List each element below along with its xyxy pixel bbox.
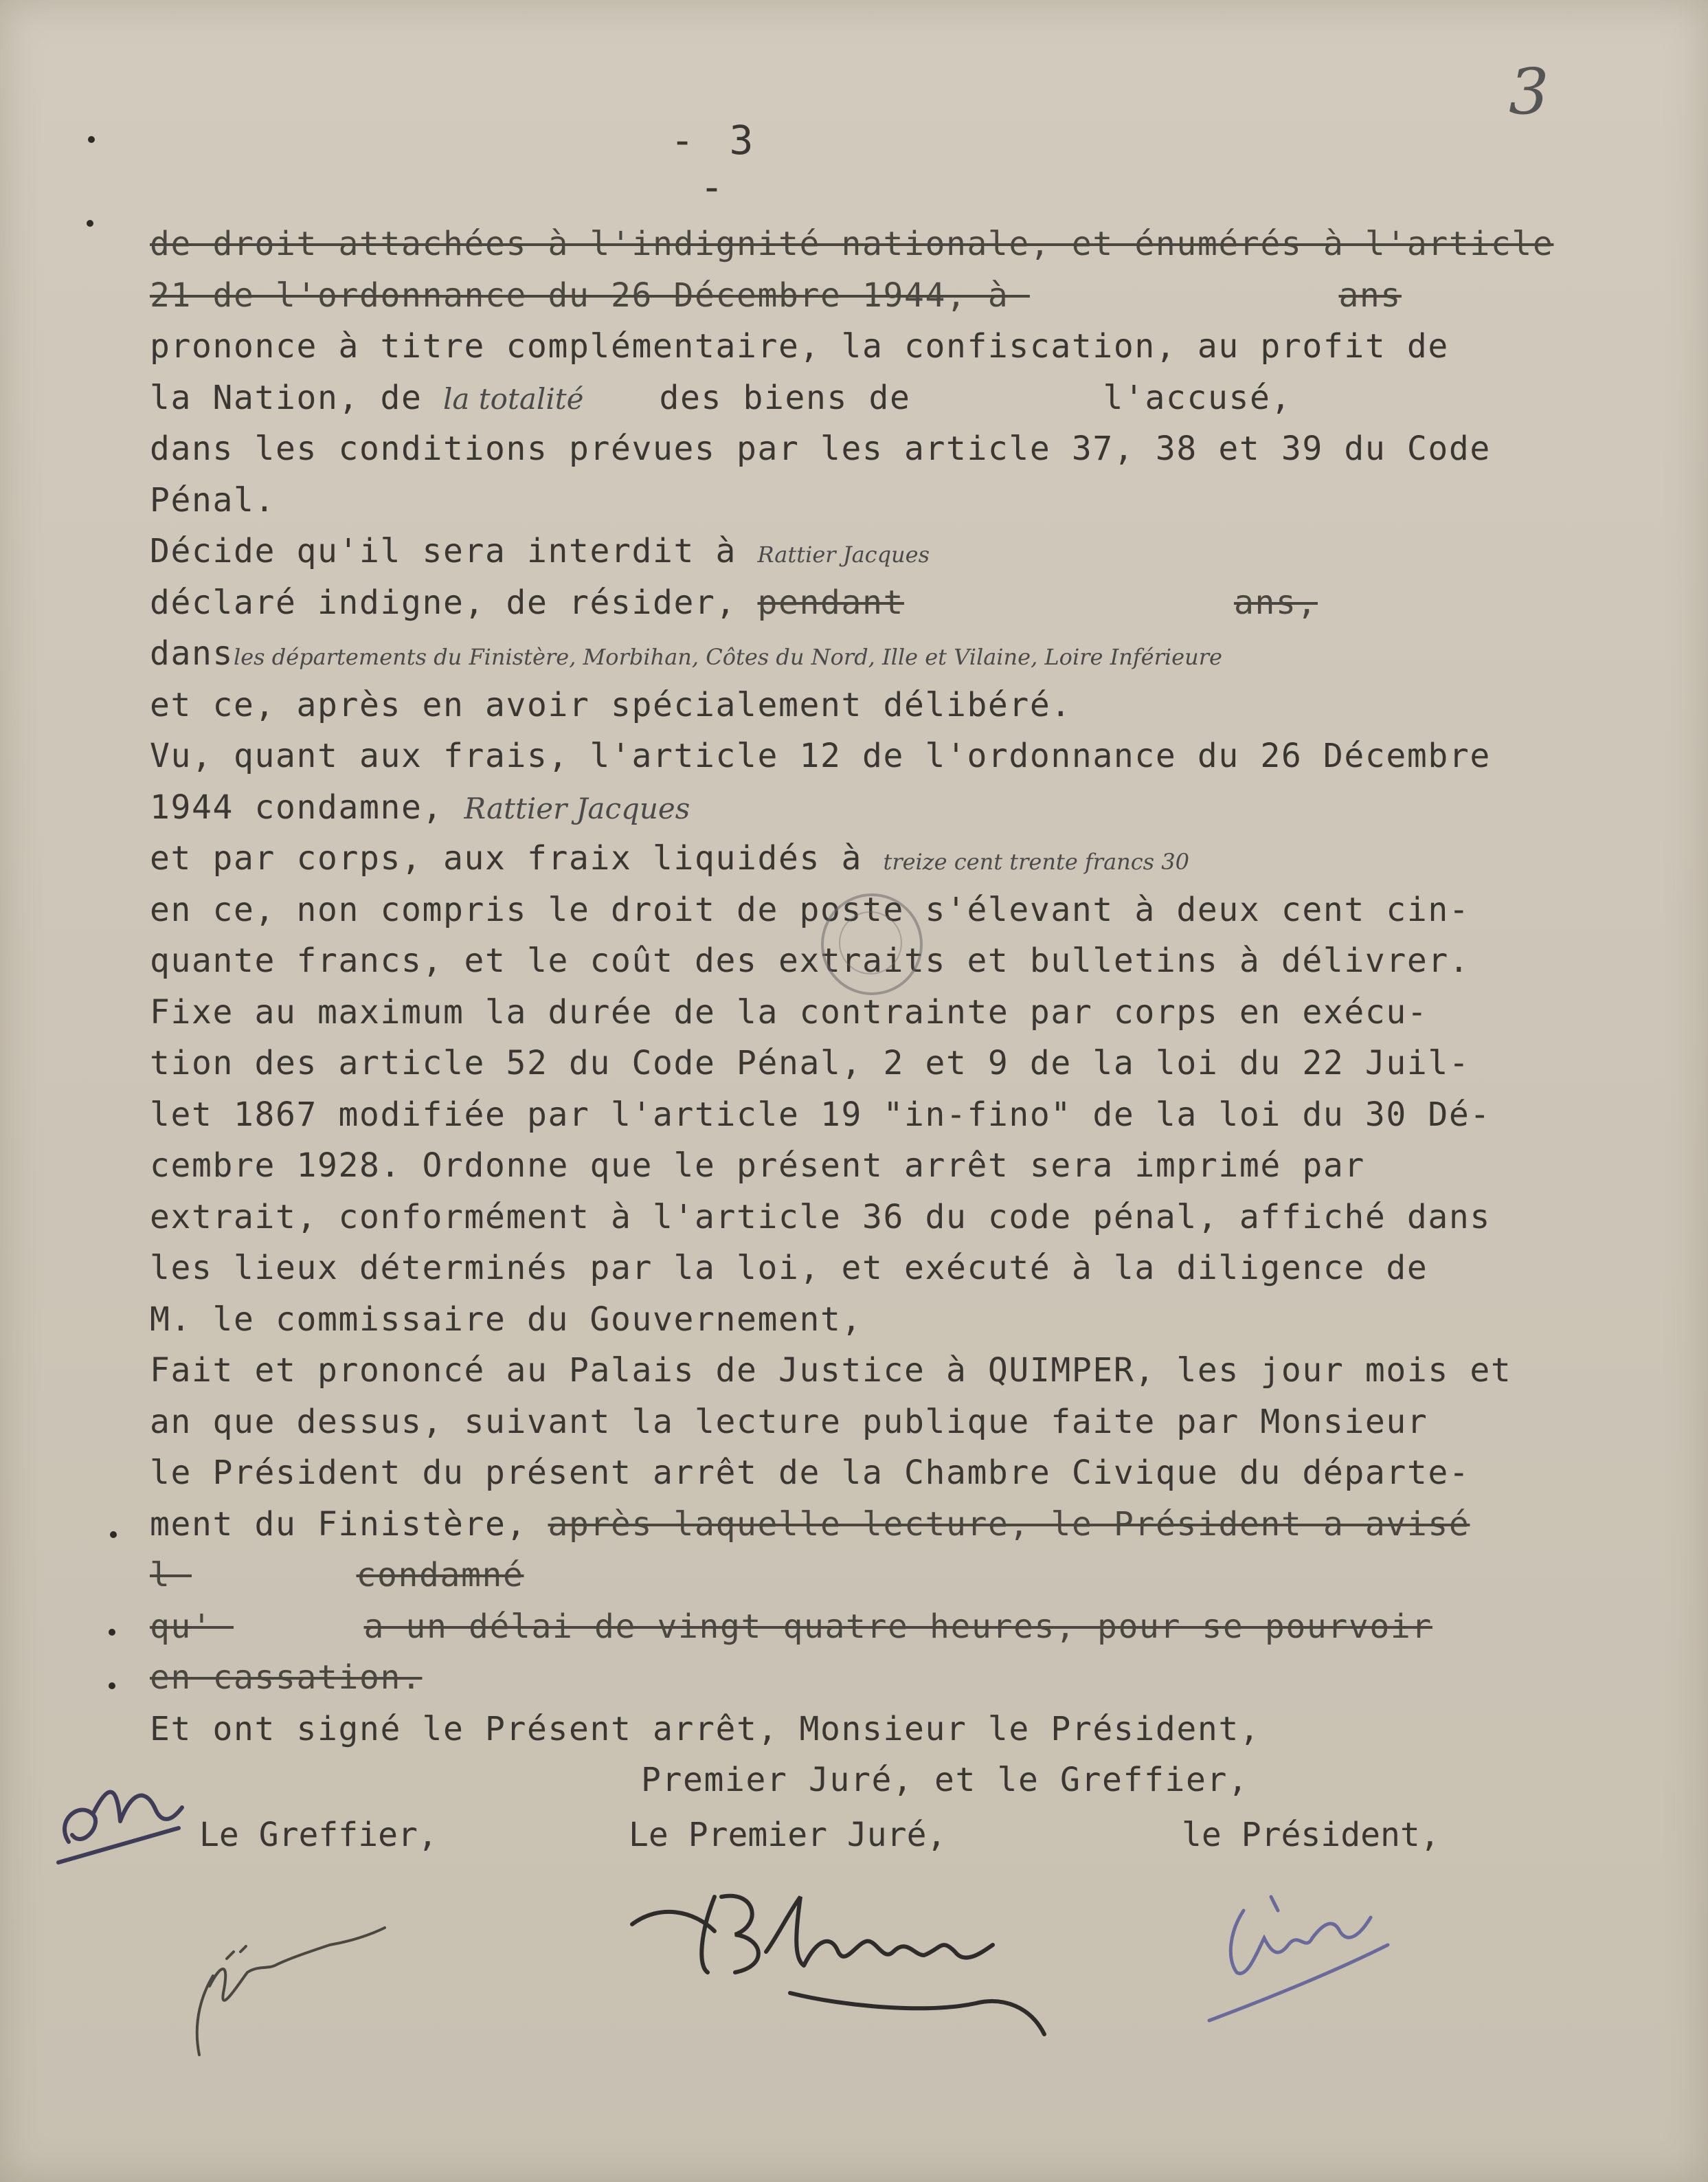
typed-text: ment du Finistère, [150,1504,548,1544]
struck-text: après laquelle lecture, le Président a avisé [548,1504,1470,1544]
text-line [150,423,1531,475]
struck-text: condamné [356,1556,524,1594]
text-line [150,577,1531,629]
text-line [150,1038,1531,1089]
typed-text: la Nation, de [150,378,443,417]
typed-text: Et ont signé le Présent arrêt, Monsieur le Président, [150,1709,1261,1748]
struck-text [213,1601,364,1653]
text-line [150,1396,1531,1448]
text-line [150,1243,1531,1294]
typed-text: en ce, non compris le droit de poste s'élevant à deux cent cin- [150,890,1470,929]
text-line [150,526,1531,577]
text-line [150,1140,1531,1192]
struck-text: 21 de l'ordonnance du 26 Décembre 1944, à [150,276,1009,315]
margin-mark-icon [88,136,95,143]
struck-text [1009,270,1338,322]
struck-text: ans, [1233,583,1318,622]
typed-text [150,1755,641,1806]
text-line [150,1447,1531,1499]
text-line [150,1192,1531,1243]
greffier-label: Le Greffier, [199,1816,438,1854]
typed-text: Premier Juré, et le Greffier, [641,1761,1249,1799]
struck-text: l [150,1556,171,1594]
text-line [150,1550,1531,1601]
document-body [150,219,1554,1806]
typed-text: let 1867 modifiée par l'article 19 "in-fino" de la loi du 30 Dé- [150,1095,1491,1134]
text-line [150,219,1554,270]
president-signature-icon [1168,1869,1415,2034]
typed-text: cembre 1928. Ordonne que le présent arrêt sera imprimé par [150,1146,1365,1185]
struck-text: pendant [757,583,904,622]
typed-text [910,372,1103,424]
president-label: le Président, [1182,1816,1440,1854]
text-line [150,1294,1531,1346]
typed-text: et par corps, aux fraix liquidés à [150,839,884,878]
typed-text: Fait et prononcé au Palais de Justice à QUIMPER, les jour mois et [150,1351,1512,1390]
text-line [150,1652,1531,1704]
struck-text [171,1550,357,1601]
text-line [150,1345,1531,1396]
text-line [150,987,1531,1038]
typed-text: quante francs, et le coût des extraits et bulletins à délivrer. [150,942,1470,980]
typed-text: Pénal. [150,480,276,520]
page-number: - 3 - [670,117,759,210]
typed-text: des biens de [659,378,911,417]
typed-text: Décide qu'il sera interdit à [150,532,758,570]
text-line [150,270,1531,322]
text-line [150,731,1531,782]
text-line [150,1755,1531,1806]
text-line [150,680,1531,731]
typed-text: l'accusé, [1103,378,1292,417]
struck-text: qu' [150,1607,213,1646]
typed-text: dans [150,634,234,673]
text-line [150,1704,1531,1755]
typed-text: Fixe au maximum la durée de la contrainte par corps en exécu- [150,992,1428,1032]
text-line [150,372,1531,424]
typed-text: extrait, conformément à l'article 36 du code pénal, affiché dans [150,1197,1491,1236]
text-line [150,1089,1531,1141]
premier-jure-label: Le Premier Juré, [629,1816,947,1854]
typed-text: les lieux déterminés par la loi, et exécuté à la diligence de [150,1249,1428,1287]
archive-stamp [821,893,923,995]
text-line [150,1499,1531,1550]
handwritten-entry: Rattier Jacques [464,791,690,825]
typed-text: Vu, quant aux frais, l'article 12 de l'ordonnance du 26 Décembre [150,737,1491,775]
corner-page-number: 3 [1509,55,1549,129]
greffier-signature-icon [172,1911,405,2069]
typed-text [584,372,660,424]
handwritten-entry: les départements du Finistère, Morbihan, Côtes du Nord, Ille et Vilaine, Loire Inférieure [234,644,1222,670]
typed-text: prononce à titre complémentaire, la confiscation, au profit de [150,327,1449,366]
premier-jure-signature-icon [618,1869,1058,2048]
typed-text: tion des article 52 du Code Pénal, 2 et 9 de la loi du 22 Juil- [150,1044,1470,1082]
typed-text: et ce, après en avoir spécialement délibéré. [150,685,1072,724]
handwritten-entry: Rattier Jacques [757,542,930,568]
typed-text: M. le commissaire du Gouvernement, [150,1300,862,1339]
margin-mark-icon [87,220,93,227]
struck-text: en cassation. [150,1658,423,1697]
struck-text: de droit attachées à l'indignité nationale, et énumérés à l'article [150,225,1554,263]
text-line [150,1601,1531,1653]
text-line [150,321,1531,372]
typed-text: an que dessus, suivant la lecture publique faite par Monsieur [150,1402,1428,1441]
text-line [150,833,1531,884]
typed-text: dans les conditions prévues par les article 37, 38 et 39 du Code [150,430,1491,468]
typed-text [904,577,1234,629]
text-line [150,782,1531,834]
handwritten-entry: treize cent trente francs 30 [883,849,1189,875]
typed-text: le Président du présent arrêt de la Chambre Civique du départe- [150,1454,1470,1492]
signature-labels [0,1814,1708,1856]
text-line [150,475,1531,526]
struck-text: ans [1338,276,1402,315]
struck-text: a un délai de vingt quatre heures, pour se pourvoir [363,1607,1432,1646]
margin-mark-icon [109,1629,115,1636]
margin-mark-icon [109,1682,115,1689]
typed-text: déclaré indigne, de résider, [150,583,758,622]
typed-text: 1944 condamne, [150,788,464,827]
text-line [150,628,1531,680]
handwritten-entry: la totalité [442,381,584,416]
margin-mark-icon [110,1531,117,1538]
